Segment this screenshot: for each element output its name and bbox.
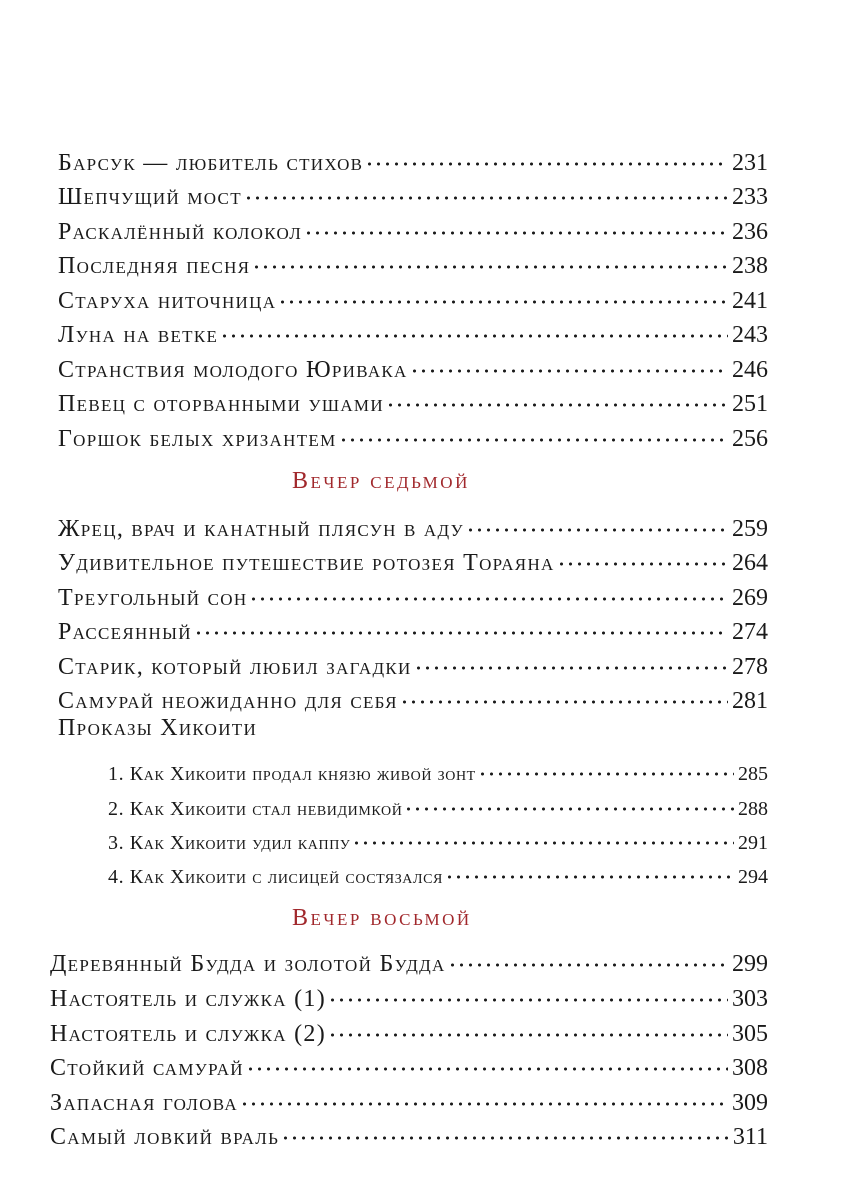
toc-entry[interactable] xyxy=(58,140,768,178)
toc-entry[interactable] xyxy=(58,209,768,247)
toc-entry[interactable] xyxy=(50,976,768,1014)
entry-title: Раскалённый колокол xyxy=(58,219,303,245)
entry-title: 4. Как Хикоити с лисицей состязался xyxy=(108,866,443,888)
entry-title: Запасная голова xyxy=(50,1090,238,1116)
entry-page: 243 xyxy=(732,322,768,348)
entry-page: 278 xyxy=(732,654,768,680)
dot-leader xyxy=(339,425,729,455)
toc-entry[interactable] xyxy=(58,678,768,716)
entry-title: Горшок белых хризантем xyxy=(58,426,337,452)
dot-leader xyxy=(445,862,734,892)
toc-entry[interactable] xyxy=(58,609,768,647)
toc-subentry[interactable] xyxy=(108,853,768,892)
entry-title: Проказы Хикоити xyxy=(58,715,258,741)
entry-title: Деревянный Будда и золотой Будда xyxy=(50,951,446,977)
section-heading: Вечер восьмой xyxy=(292,905,472,931)
entry-page: 231 xyxy=(732,150,768,176)
entry-title: Последняя песня xyxy=(58,253,251,279)
entry-title: Стойкий самурай xyxy=(50,1055,244,1081)
entry-title: 1. Как Хикоити продал князю живой зонт xyxy=(108,763,476,785)
toc-entry[interactable] xyxy=(58,243,768,281)
toc-entry[interactable] xyxy=(50,1011,768,1049)
entry-title: 2. Как Хикоити стал невидимкой xyxy=(108,798,403,820)
toc-entry[interactable] xyxy=(58,644,768,682)
toc-parent-entry[interactable] xyxy=(58,713,768,743)
entry-title: Настоятель и служка (2) xyxy=(50,1021,326,1047)
entry-title: Старик, который любил загадки xyxy=(58,654,412,680)
toc-entry[interactable] xyxy=(58,575,768,613)
entry-page: 259 xyxy=(732,516,768,542)
toc-entry[interactable] xyxy=(58,381,768,419)
toc-entry[interactable] xyxy=(58,416,768,454)
entry-page: 308 xyxy=(732,1055,768,1081)
entry-page: 291 xyxy=(738,832,768,854)
entry-page: 251 xyxy=(732,391,768,417)
entry-title: Жрец, врач и канатный плясун в аду xyxy=(58,516,464,542)
entry-page: 299 xyxy=(732,951,768,977)
toc-entry[interactable] xyxy=(50,1045,768,1083)
entry-page: 264 xyxy=(732,550,768,576)
entry-page: 281 xyxy=(732,688,768,714)
entry-page: 241 xyxy=(732,288,768,314)
entry-title: Настоятель и служка (1) xyxy=(50,986,326,1012)
entry-page: 303 xyxy=(732,986,768,1012)
entry-page: 256 xyxy=(732,426,768,452)
toc-entry[interactable] xyxy=(58,506,768,544)
entry-title: Рассеянный xyxy=(58,619,192,645)
entry-title: Треугольный сон xyxy=(58,585,248,611)
toc-entry[interactable] xyxy=(58,540,768,578)
entry-page: 246 xyxy=(732,357,768,383)
toc-entry[interactable] xyxy=(58,278,768,316)
toc-entry[interactable] xyxy=(58,174,768,212)
entry-page: 305 xyxy=(732,1021,768,1047)
entry-page: 311 xyxy=(732,1124,768,1150)
entry-title: 3. Как Хикоити удил каппу xyxy=(108,832,351,854)
entry-title: Луна на ветке xyxy=(58,322,219,348)
entry-page: 274 xyxy=(732,619,768,645)
entry-title: Старуха ниточница xyxy=(58,288,277,314)
entry-title: Барсук — любитель стихов xyxy=(58,150,364,176)
entry-page: 238 xyxy=(732,253,768,279)
toc-entry[interactable] xyxy=(50,1114,768,1152)
entry-page: 233 xyxy=(732,184,768,210)
entry-title: Удивительное путешествие ротозея Тораяна xyxy=(58,550,555,576)
entry-page: 236 xyxy=(732,219,768,245)
entry-title: Самурай неожиданно для себя xyxy=(58,688,398,714)
toc-entry[interactable] xyxy=(50,941,768,979)
toc-entry[interactable] xyxy=(50,1080,768,1118)
entry-title: Самый ловкий враль xyxy=(50,1124,280,1150)
entry-page: 294 xyxy=(738,866,768,888)
toc-entry[interactable] xyxy=(58,347,768,385)
entry-title: Певец с оторванными ушами xyxy=(58,391,384,417)
section-heading: Вечер седьмой xyxy=(292,468,470,494)
entry-page: 309 xyxy=(732,1090,768,1116)
dot-leader xyxy=(281,1123,729,1153)
entry-title: Шепчущий мост xyxy=(58,184,242,210)
entry-page: 288 xyxy=(738,798,768,820)
toc-entry[interactable] xyxy=(58,312,768,350)
toc-subentry[interactable] xyxy=(108,750,768,789)
entry-page: 285 xyxy=(738,763,768,785)
entry-title: Странствия молодого Юривака xyxy=(58,357,408,383)
entry-page: 269 xyxy=(732,585,768,611)
